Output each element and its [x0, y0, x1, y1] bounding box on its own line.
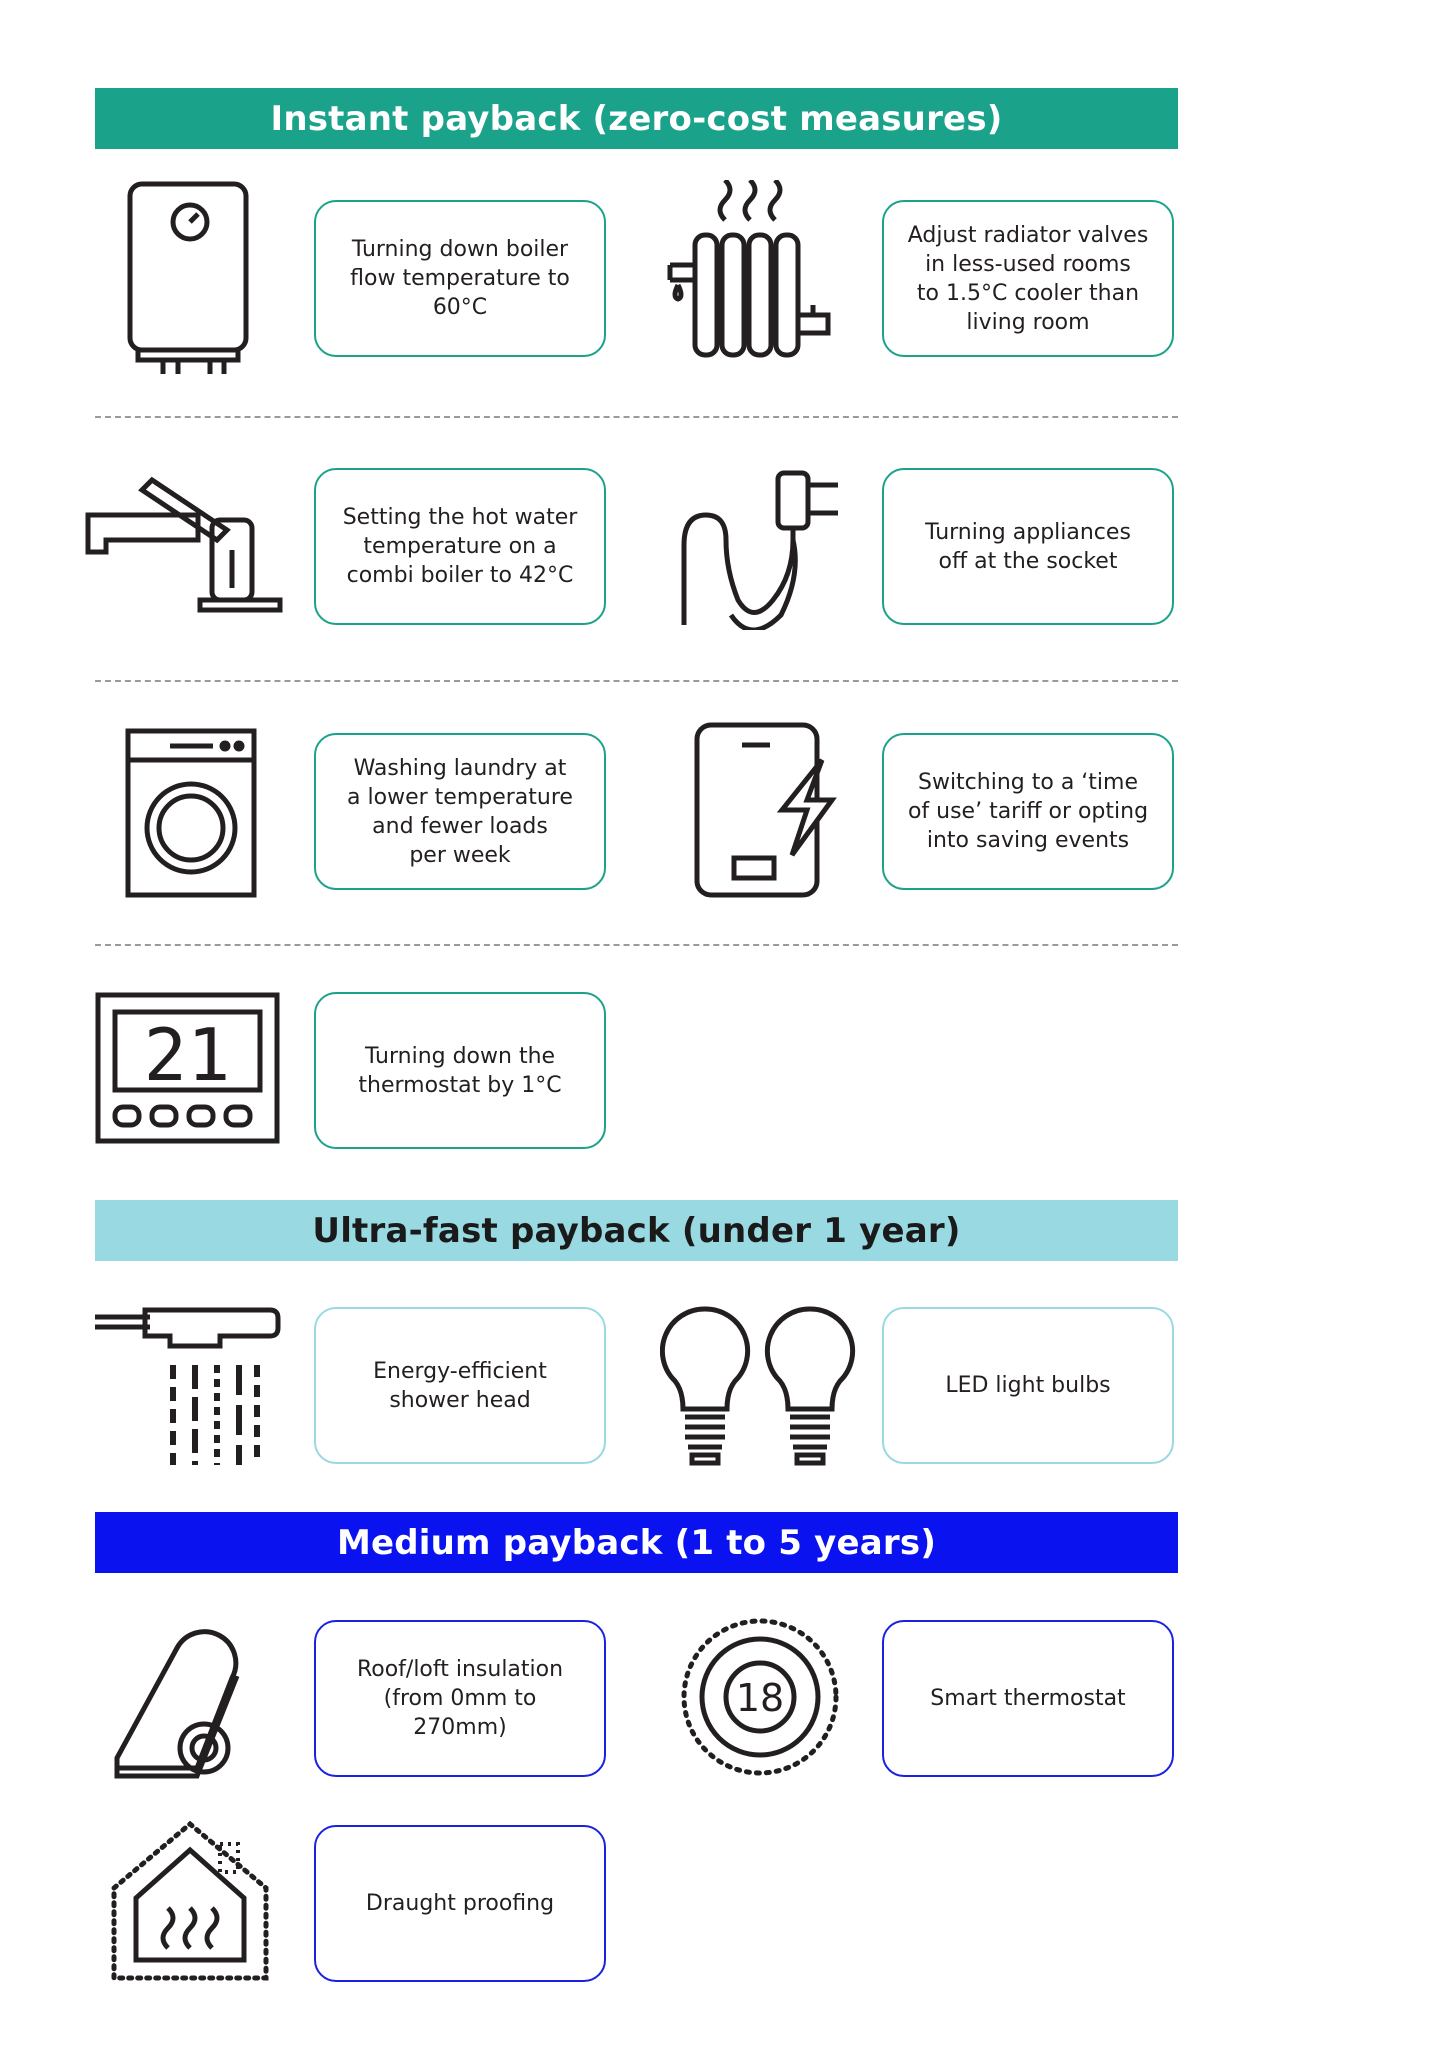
shower-head-icon — [95, 1305, 285, 1467]
divider — [95, 944, 1178, 946]
card-draught: Draught proofing — [314, 1825, 606, 1982]
plug-icon — [668, 465, 848, 630]
card-thermostat-down: Turning down the thermostat by 1°C — [314, 992, 606, 1149]
washing-machine-icon — [125, 728, 257, 898]
card-appliances: Turning appliances off at the socket — [882, 468, 1174, 625]
card-led: LED light bulbs — [882, 1307, 1174, 1464]
card-shower: Energy-efficient shower head — [314, 1307, 606, 1464]
light-bulbs-icon — [660, 1305, 860, 1470]
thermostat-display: 21 — [143, 1013, 231, 1097]
section-banner-medium: Medium payback (1 to 5 years) — [95, 1512, 1178, 1573]
insulation-roll-icon — [112, 1618, 277, 1780]
divider — [95, 416, 1178, 418]
card-radiator: Adjust radiator valves in less-used rooms to 1.5°C cooler than living room — [882, 200, 1174, 357]
thermostat-icon — [95, 992, 280, 1144]
card-laundry: Washing laundry at a lower temperature and fewer loads per week — [314, 733, 606, 890]
smart-thermostat-display: 18 — [735, 1676, 785, 1720]
smart-thermostat-icon — [678, 1615, 843, 1780]
house-heat-icon — [108, 1818, 273, 1983]
radiator-icon — [660, 180, 845, 365]
card-hot-water: Setting the hot water temperature on a combi boiler to 42°C — [314, 468, 606, 625]
card-tariff: Switching to a ‘time of use’ tariff or opting into saving events — [882, 733, 1174, 890]
card-boiler-flow: Turning down boiler flow temperature to 60°C — [314, 200, 606, 357]
section-banner-ultra: Ultra-fast payback (under 1 year) — [95, 1200, 1178, 1261]
water-heater-icon — [118, 178, 258, 378]
tap-icon — [82, 470, 287, 620]
section-banner-instant: Instant payback (zero-cost measures) — [95, 88, 1178, 149]
card-smart-thermostat: Smart thermostat — [882, 1620, 1174, 1777]
phone-energy-icon — [692, 720, 842, 900]
card-insulation: Roof/loft insulation (from 0mm to 270mm) — [314, 1620, 606, 1777]
divider — [95, 680, 1178, 682]
